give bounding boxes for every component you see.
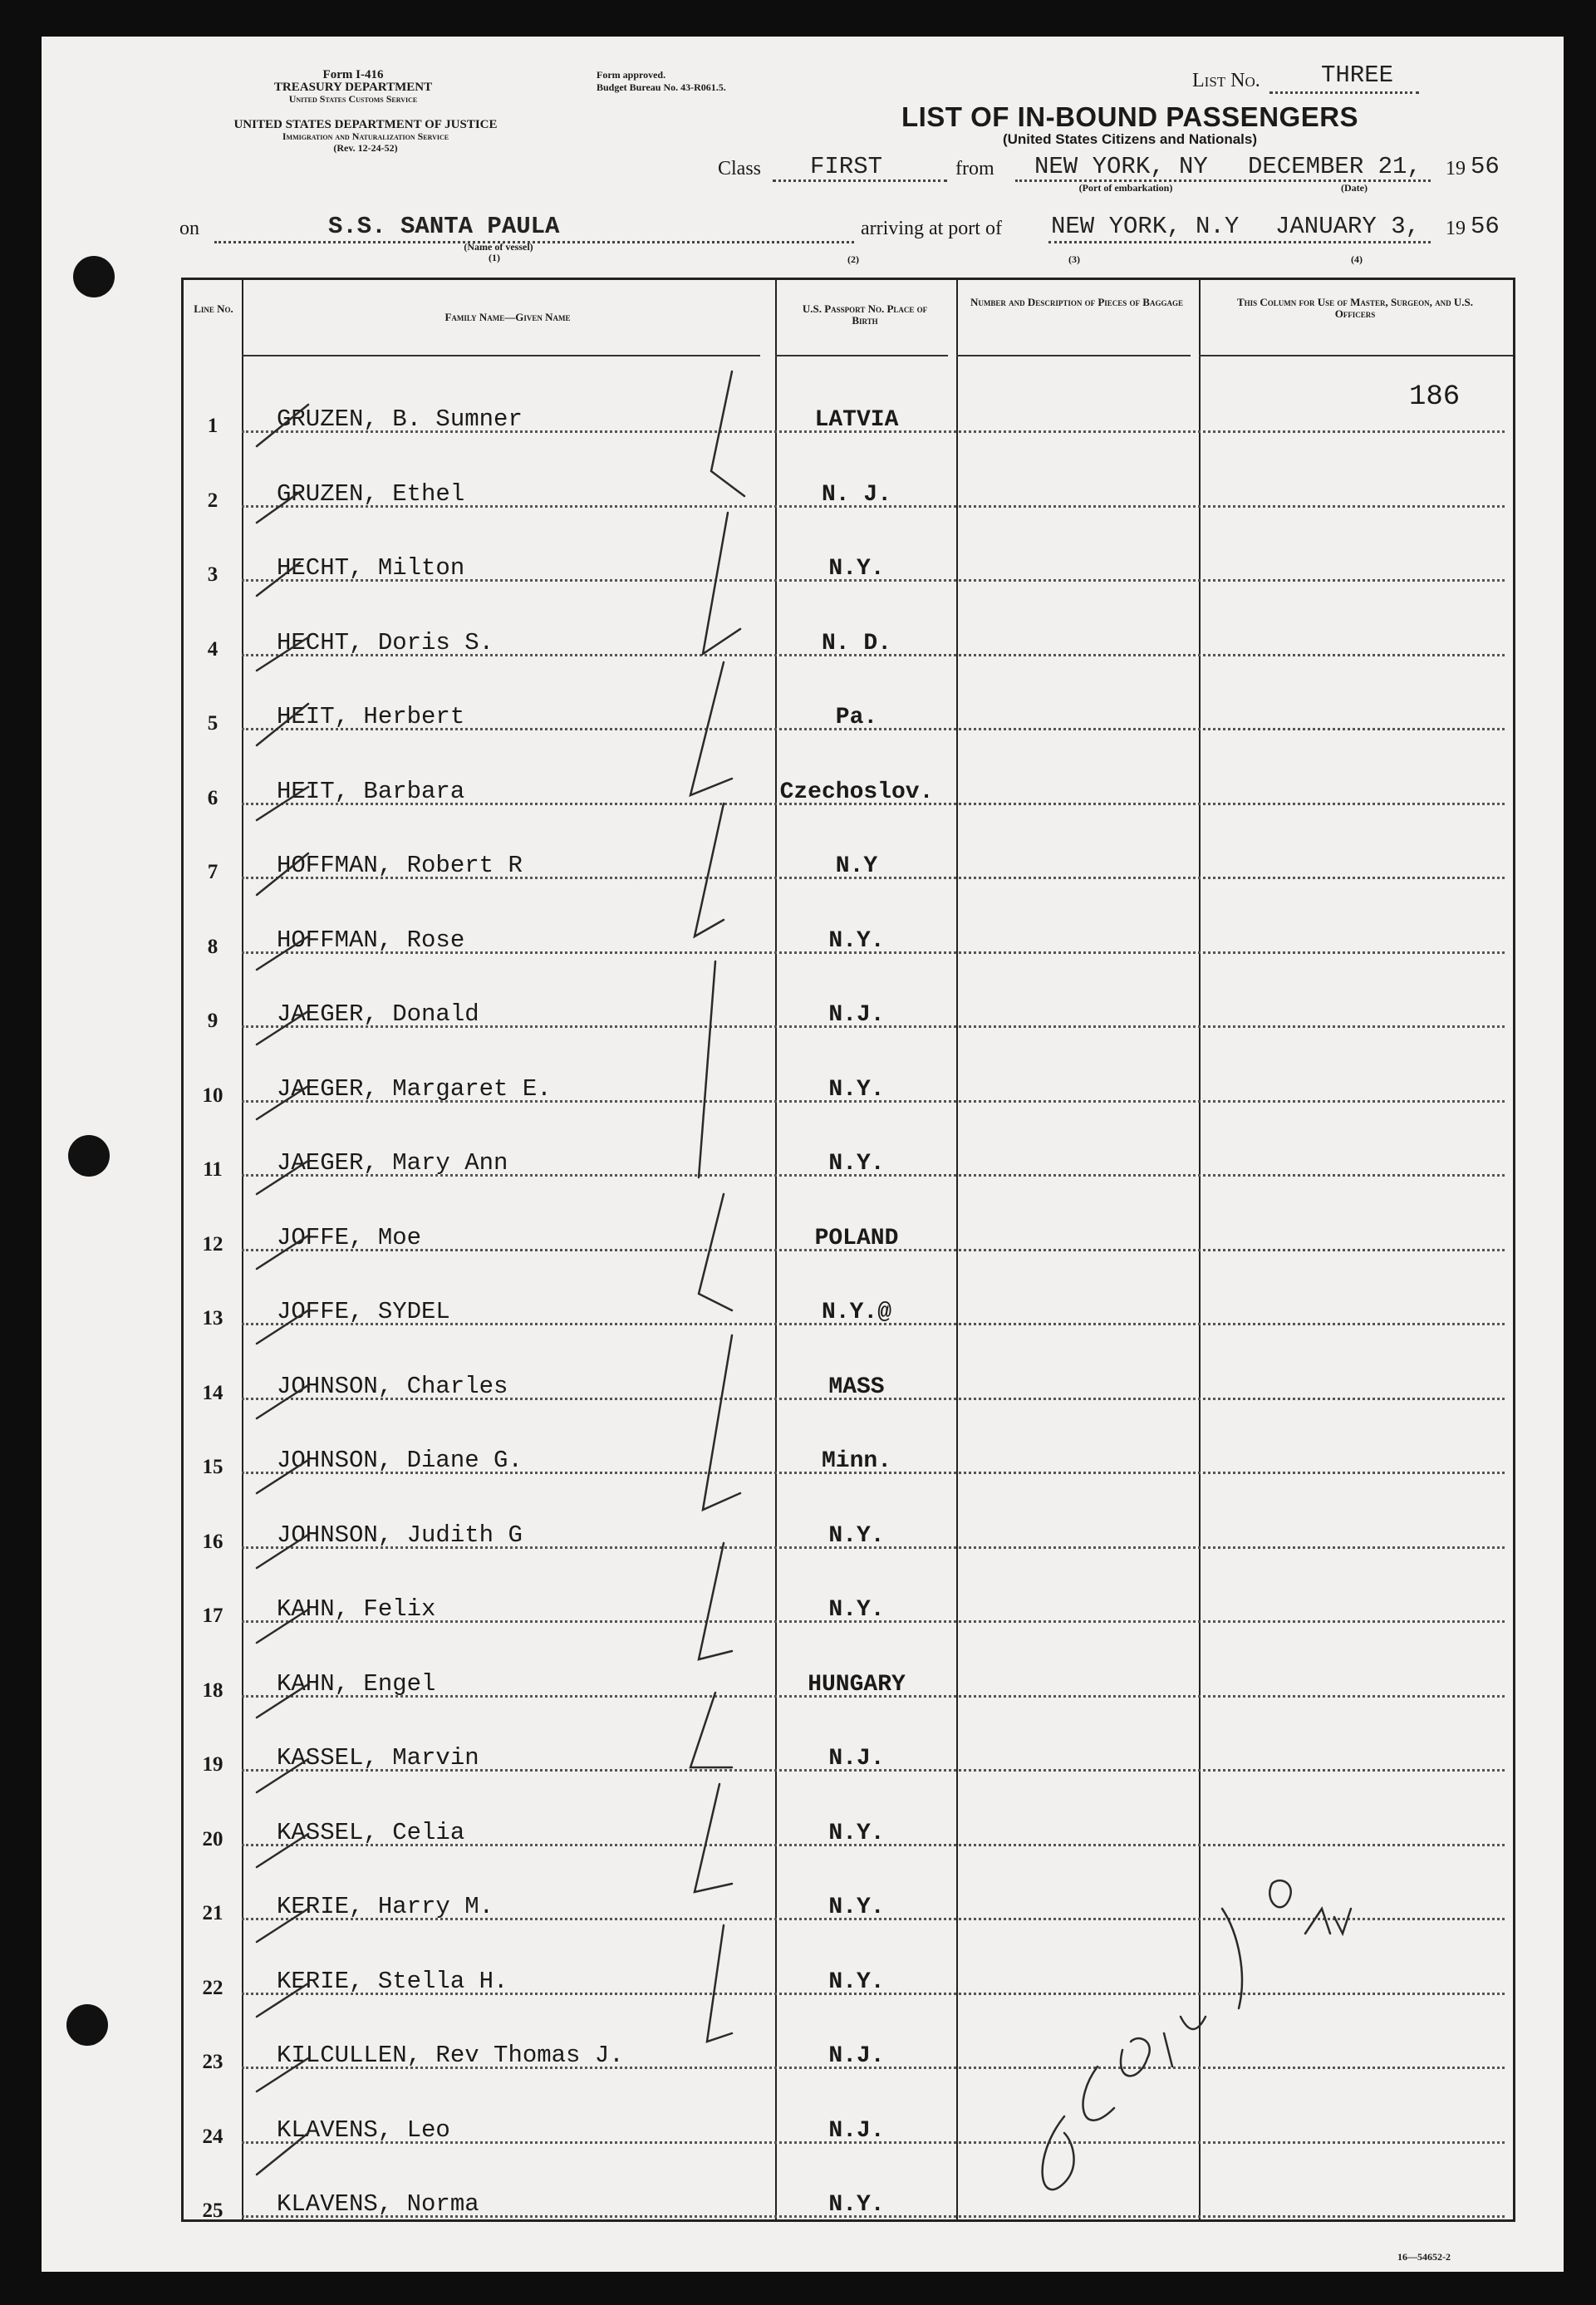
vessel-name: S.S. SANTA PAULA [328, 213, 560, 240]
binder-hole-top [73, 256, 115, 297]
table-row [184, 1033, 1513, 1108]
line-number: 25 [202, 2199, 223, 2222]
budget-bureau: Budget Bureau No. 43-R061.5. [597, 81, 726, 93]
place-of-birth: N. D. [821, 630, 891, 656]
passenger-name: JOHNSON, Judith G [277, 1521, 523, 1549]
table-row [184, 809, 1513, 884]
table-row [184, 1999, 1513, 2074]
table-row [184, 1628, 1513, 1703]
passenger-name: JAEGER, Donald [277, 1000, 479, 1028]
place-of-birth: N.Y. [828, 2192, 885, 2218]
arrival-dots [1048, 241, 1431, 243]
place-of-birth: N.Y. [828, 927, 885, 954]
line-number: 16 [202, 1530, 223, 1553]
table-row [184, 958, 1513, 1033]
form-approved: Form approved. [597, 69, 666, 81]
table-row [184, 735, 1513, 810]
table-row [184, 1777, 1513, 1851]
line-number: 8 [207, 935, 219, 958]
line-number: 13 [202, 1307, 223, 1329]
line-number: 20 [202, 1827, 223, 1850]
header-passport: U.S. Passport No. Place of Birth [802, 302, 928, 327]
place-of-birth: N.Y. [828, 1820, 885, 1846]
table-row [184, 1330, 1513, 1405]
table-row [184, 1702, 1513, 1777]
col-caption-1: (1) [489, 252, 500, 263]
table-row [184, 1256, 1513, 1330]
line-number: 6 [207, 786, 219, 809]
place-of-birth: N.Y. [828, 1522, 885, 1549]
line-number: 18 [202, 1678, 223, 1702]
passenger-name: JOHNSON, Charles [277, 1372, 508, 1400]
line-number: 5 [207, 712, 219, 735]
col-caption-4: (4) [1351, 253, 1363, 265]
header-name: Family Name—Given Name [444, 311, 571, 323]
place-of-birth: MASS [828, 1374, 885, 1400]
treasury-department: TREASURY DEPARTMENT [273, 81, 433, 94]
table-row [184, 363, 1513, 438]
table-row [184, 512, 1513, 587]
revision-label: (Rev. 12-24-52) [333, 142, 398, 154]
passenger-name: HOFFMAN, Robert R [277, 852, 523, 879]
binder-hole-middle [68, 1135, 110, 1177]
arrival-year-prefix: 19 [1446, 218, 1466, 239]
arrival-port: NEW YORK, N.Y [1051, 213, 1240, 240]
table-row [184, 1107, 1513, 1182]
passenger-name: KASSEL, Marvin [277, 1744, 479, 1772]
place-of-birth: POLAND [814, 1225, 899, 1251]
arrival-date: JANUARY 3, [1275, 213, 1421, 240]
place-of-birth: Czechoslov. [779, 779, 934, 805]
place-of-birth: N.Y. [828, 1151, 885, 1177]
line-number: 9 [207, 1010, 219, 1032]
table-row [184, 1182, 1513, 1256]
passenger-name: JOHNSON, Diane G. [277, 1447, 523, 1474]
line-number: 17 [202, 1605, 223, 1627]
passenger-name: GRUZEN, B. Sumner [277, 405, 523, 433]
line-number: 22 [202, 1976, 223, 1999]
place-of-birth: HUNGARY [808, 1671, 906, 1698]
line-number: 7 [207, 861, 219, 883]
from-year: 56 [1471, 153, 1500, 180]
table-row [184, 1479, 1513, 1554]
table-row [184, 2074, 1513, 2149]
passenger-name: KAHN, Felix [277, 1595, 436, 1623]
place-of-birth: N.J. [828, 2043, 885, 2069]
table-row [184, 1404, 1513, 1479]
passenger-name: KLAVENS, Norma [277, 2190, 479, 2218]
place-of-birth: N.Y. [828, 1076, 885, 1103]
from-date: DECEMBER 21, [1248, 153, 1422, 180]
table-row [184, 587, 1513, 661]
list-no-dots [1269, 91, 1419, 94]
port-caption: (Port of embarkation) [1078, 182, 1173, 194]
arriving-label: arriving at port of [861, 218, 1002, 239]
col-caption-3: (3) [1068, 253, 1080, 265]
table-row [184, 2148, 1513, 2223]
passenger-name: KERIE, Harry M. [277, 1893, 494, 1920]
col-caption-2: (2) [847, 253, 859, 265]
list-no-label: List No. [1192, 70, 1260, 91]
place-of-birth: N.Y. [828, 556, 885, 582]
passenger-name: HECHT, Doris S. [277, 628, 494, 656]
table-row [184, 1553, 1513, 1628]
place-of-birth: N. J. [821, 481, 891, 508]
from-year-prefix: 19 [1446, 158, 1466, 179]
line-number: 24 [202, 2125, 223, 2148]
place-of-birth: LATVIA [814, 407, 899, 433]
from-label: from [955, 158, 994, 179]
line-number: 10 [202, 1084, 223, 1107]
passenger-table [181, 278, 1515, 2222]
passenger-name: JOFFE, SYDEL [277, 1298, 450, 1325]
place-of-birth: N.Y [835, 853, 878, 879]
passenger-name: KASSEL, Celia [277, 1818, 465, 1846]
class-value: FIRST [810, 153, 883, 180]
line-number: 19 [202, 1753, 223, 1776]
place-of-birth: N.J. [828, 1002, 885, 1028]
form-number: Form I-416 [322, 68, 384, 81]
line-number: 3 [207, 563, 219, 586]
place-of-birth: N.Y. [828, 1968, 885, 1995]
place-of-birth: N.J. [828, 1746, 885, 1772]
ins-label: Immigration and Naturalization Service [282, 130, 449, 142]
on-label: on [179, 218, 199, 239]
line-number: 1 [207, 415, 219, 437]
table-row [184, 661, 1513, 735]
line-number: 4 [207, 637, 219, 661]
line-number: 23 [202, 2051, 223, 2073]
table-row [184, 438, 1513, 513]
place-of-birth: N.Y.@ [821, 1300, 891, 1325]
class-label: Class [718, 158, 762, 179]
line-number: 21 [202, 1902, 223, 1924]
from-port: NEW YORK, NY [1034, 153, 1208, 180]
place-of-birth: N.J. [828, 2117, 885, 2144]
passenger-name: HEIT, Barbara [277, 777, 465, 805]
passenger-name: JAEGER, Mary Ann [277, 1149, 508, 1177]
passenger-name: JOFFE, Moe [277, 1223, 422, 1251]
header-baggage: Number and Description of Pieces of Baggage [970, 296, 1183, 308]
passenger-name: KERIE, Stella H. [277, 1967, 508, 1995]
customs-service: United States Customs Service [288, 93, 418, 105]
line-number: 15 [202, 1456, 223, 1478]
arrival-year: 56 [1471, 213, 1500, 240]
passenger-name: GRUZEN, Ethel [277, 479, 465, 508]
place-of-birth: Minn. [821, 1448, 891, 1474]
line-number: 14 [202, 1381, 223, 1404]
date-caption: (Date) [1341, 182, 1368, 194]
line-number: 2 [207, 489, 219, 512]
place-of-birth: N.Y. [828, 1895, 885, 1920]
page-title: LIST OF IN-BOUND PASSENGERS [901, 101, 1359, 132]
vessel-caption: (Name of vessel) [464, 241, 533, 253]
passenger-name: HECHT, Milton [277, 554, 465, 582]
line-number: 12 [202, 1232, 223, 1256]
table-row [184, 1925, 1513, 2000]
list-no-value: THREE [1321, 61, 1394, 89]
page-subtitle: (United States Citizens and Nationals) [1002, 131, 1258, 147]
place-of-birth: N.Y. [828, 1597, 885, 1623]
passenger-name: KAHN, Engel [277, 1669, 436, 1698]
header-line-no: Line No. [194, 302, 233, 315]
passenger-name: JAEGER, Margaret E. [277, 1074, 552, 1103]
officer-note: 186 [1409, 381, 1461, 413]
footer-code: 16—54652-2 [1397, 2251, 1451, 2263]
passenger-name: KLAVENS, Leo [277, 2116, 450, 2144]
binder-hole-bottom [66, 2004, 108, 2046]
table-row [184, 884, 1513, 959]
passenger-name: KILCULLEN, Rev Thomas J. [277, 2042, 624, 2069]
doj-label: UNITED STATES DEPARTMENT OF JUSTICE [233, 118, 498, 131]
table-row [184, 1850, 1513, 1925]
line-number: 11 [203, 1158, 223, 1181]
passenger-name: HEIT, Herbert [277, 703, 465, 730]
place-of-birth: Pa. [835, 705, 878, 730]
passenger-name: HOFFMAN, Rose [277, 926, 465, 954]
header-officers: This Column for Use of Master, Surgeon, and U.S. Officers [1236, 296, 1474, 320]
